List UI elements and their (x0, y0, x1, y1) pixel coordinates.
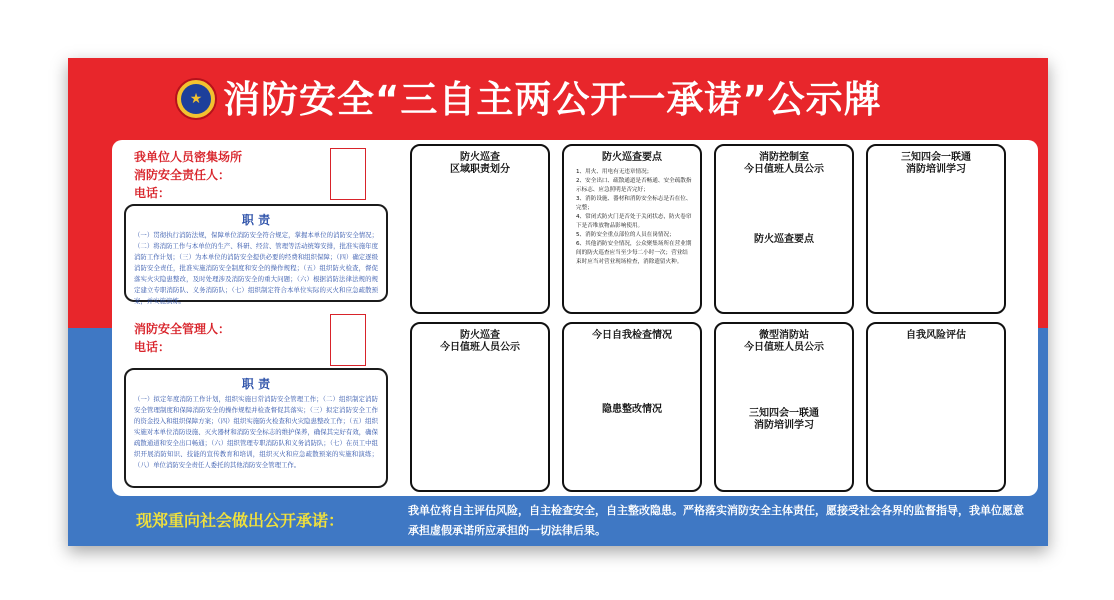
phone-label-1: 电话： (134, 186, 171, 200)
commitment-heading: 现郑重向社会做出公开承诺： (136, 511, 345, 530)
card-title: 防火巡查 区域职责划分 (450, 152, 510, 175)
commitment-text: 我单位将自主评估风险，自主检查安全，自主整改隐患。严格落实消防安全主体责任，愿接受社会各界的监督指导，我单位愿意承担虚假承诺所应承担的一切法律后果。 (408, 504, 1024, 537)
card-risk-assessment (866, 322, 1006, 492)
phone-label-2: 电话： (134, 340, 171, 354)
card-subtitle: 三知四会一联通 消防培训学习 (749, 408, 819, 431)
duty-box-manager (124, 368, 388, 488)
notice-board (68, 58, 1048, 546)
content-panel (112, 140, 1038, 496)
card-title: 自我风险评估 (906, 330, 966, 341)
duty-box-responsible (124, 204, 388, 305)
card-subtitle: 隐患整改情况 (602, 404, 662, 415)
card-title: 三知四会一联通 消防培训学习 (901, 152, 971, 175)
card-subtitle: 防火巡查要点 (754, 234, 814, 245)
board-title: 消防安全“三自主两公开一承诺”公示牌 (223, 78, 882, 121)
list-item: 6、其他消防安全情况，公众聚集场所在营业期间的防火巡查应当至少每二小时一次；营业结束时应当对营业现场检查，消除遗留火种。 (576, 241, 692, 265)
list-item: 1、用火、用电有无违章情况； (576, 169, 653, 175)
card-title: 防火巡查要点 (602, 152, 662, 163)
duty-title: 职 责 (241, 377, 271, 391)
card-self-check (562, 322, 702, 492)
duty-text: （一）拟定年度消防工作计划，组织实施日常消防安全管理工作；（二）组织制定消防安全管理制度和保障消防安全的操作规程并检查督促其落实；（三）拟定消防安全工作的资金投入和组织保障方案；（四）组织实施防火检查和火灾隐患整改工作；（五）组织实施对本单位消防设施、灭火器材和消防安全标志的维护保养，确保其完好有效，确保疏散通道和安全出口畅通；（六）组织管理专职消防队和义务消防队；（七）在员工中组织开展消防知识、技能的宣传教育和培训，组织灭火和应急疏散预案的实施和演练；（八）单位消防安全责任人委托的其他消防安全管理工作。 (134, 395, 378, 469)
card-patrol-area (410, 144, 550, 314)
header (68, 58, 1048, 138)
card-patrol-duty (410, 322, 550, 492)
card-patrol-points (562, 144, 702, 314)
duty-text: （一）贯彻执行消防法规，保障单位消防安全符合规定，掌握本单位的消防安全情况；（二）将消防工作与本单位的生产、科研、经营、管理等活动统筹安排，批准实施年度消防工作计划；（三）为本单位的消防安全提供必要的经费和组织保障；（四）确定逐级消防安全责任，批准实施消防安全制度和安全的操作规程；（五）组织防火检查，督促落实火灾隐患整改，及时处理涉及消防安全的重大问题；（六）根据消防法律法规的规定建立专职消防队、义务消防队；（七）组织制定符合本单位实际的灭火和应急疏散预案，并实施演练。 (134, 231, 378, 305)
card-title: 防火巡查 今日值班人员公示 (440, 330, 520, 353)
card-control-room (714, 144, 854, 314)
card-mini-station (714, 322, 854, 492)
fire-rescue-emblem-icon: ★ (175, 78, 217, 120)
patrol-points-list (564, 164, 700, 267)
responsible-person-photo-box (330, 148, 366, 200)
list-item: 3、消防设施、器材和消防安全标志是否在位、完整； (576, 196, 692, 211)
duty-title: 职 责 (241, 213, 271, 227)
responsible-person-label: 消防安全责任人： (134, 168, 231, 182)
list-item: 4、常闭式防火门是否处于关闭状态，防火卷帘下是否堆放物品影响使用。 (576, 214, 692, 229)
card-title: 消防控制室 今日值班人员公示 (744, 152, 824, 175)
card-title: 微型消防站 今日值班人员公示 (744, 330, 824, 353)
card-training (866, 144, 1006, 314)
list-item: 5、消防安全重点部位的人员在岗情况； (576, 232, 675, 238)
manager-label: 消防安全管理人： (134, 322, 231, 336)
list-item: 2、安全出口、疏散通道是否畅通、安全疏散指示标志、应急照明是否完好； (576, 178, 692, 193)
place-label: 我单位人员密集场所 (134, 150, 243, 164)
card-title: 今日自我检查情况 (592, 330, 672, 341)
manager-photo-box (330, 314, 366, 366)
